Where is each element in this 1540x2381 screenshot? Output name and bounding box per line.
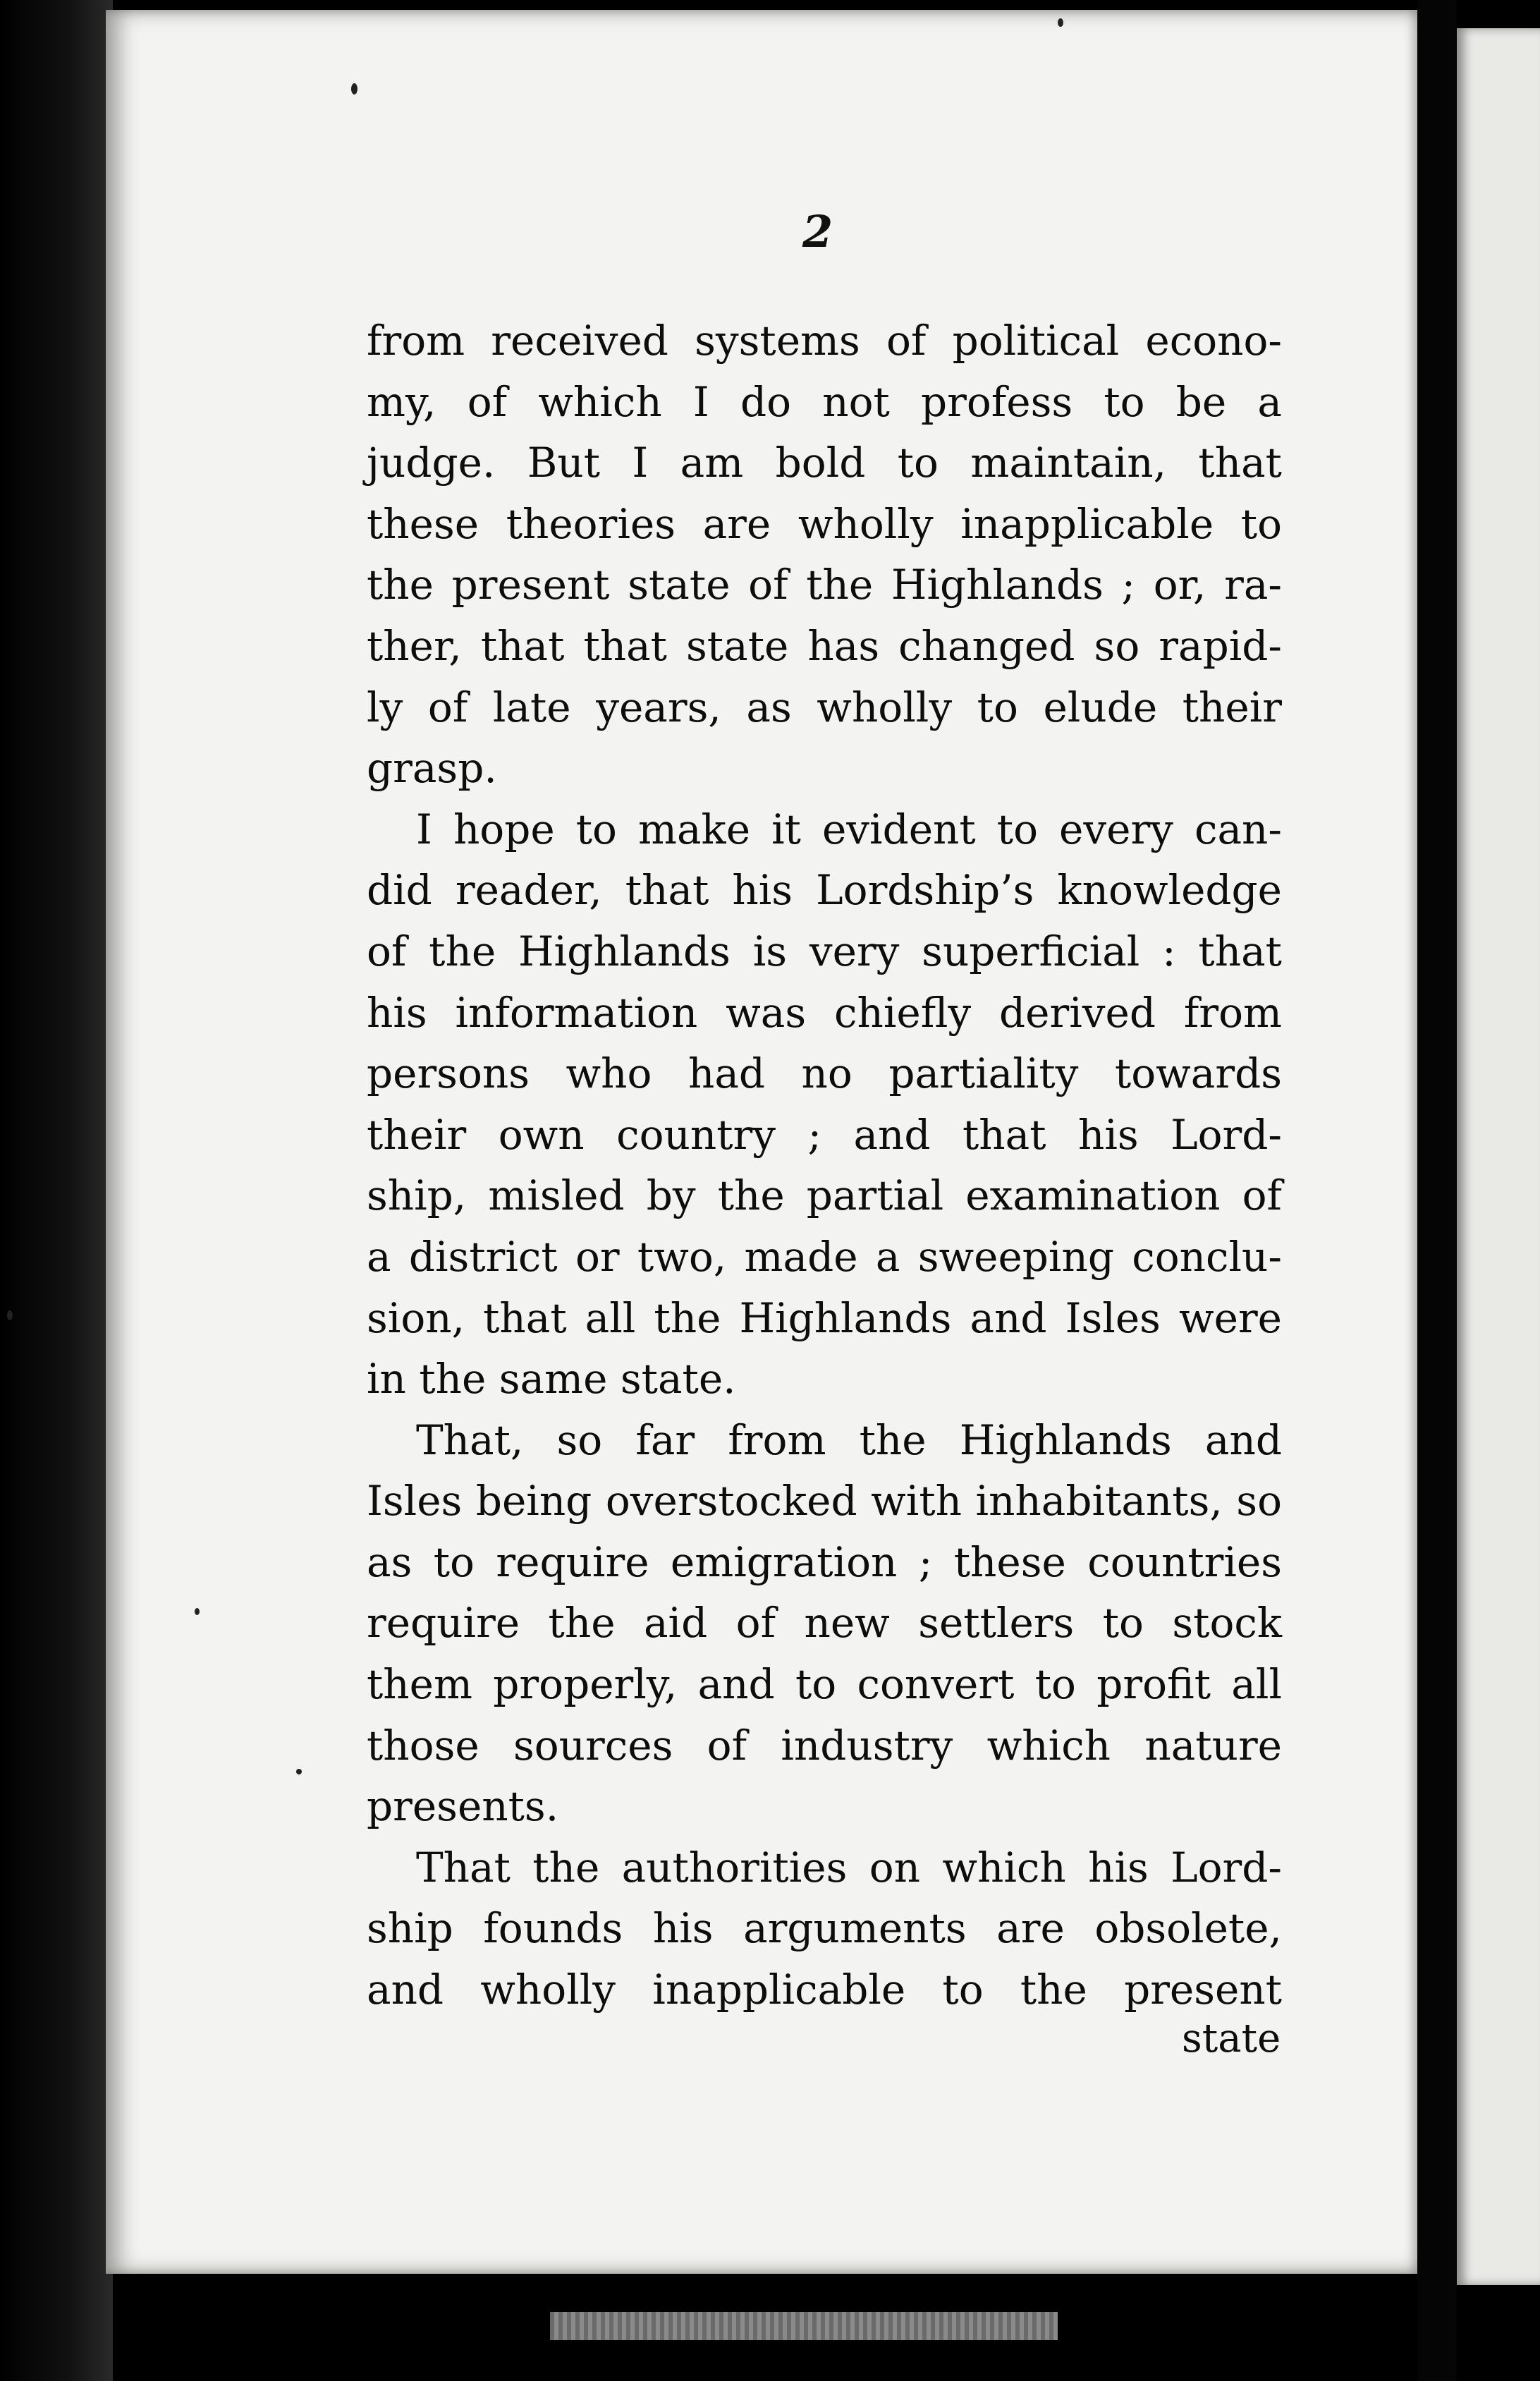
text-line: his information was chiefly derived from xyxy=(367,988,1282,1037)
body-text xyxy=(367,310,1282,2021)
scan-speck xyxy=(351,83,358,95)
facing-page-edge xyxy=(1457,28,1540,2285)
text-line: presents. xyxy=(367,1782,559,1831)
page-gutter xyxy=(1417,0,1457,2381)
text-line: That, so far from the Highlands and xyxy=(416,1415,1282,1464)
text-line: a district or two, made a sweeping conclu- xyxy=(367,1232,1282,1281)
text-line: these theories are wholly inapplicable to xyxy=(367,499,1282,548)
text-line: Isles being overstocked with inhabitants, so xyxy=(367,1477,1282,1526)
scan-speck xyxy=(1058,18,1063,27)
text-line: them properly, and to convert to profit all xyxy=(367,1660,1282,1709)
page-number: 2 xyxy=(802,206,833,257)
text-line: ship, misled by the partial examination of xyxy=(367,1171,1282,1220)
text-line: and wholly inapplicable to the present xyxy=(367,1966,1282,2014)
text-line: grasp. xyxy=(367,744,497,793)
text-line: in the same state. xyxy=(367,1355,736,1403)
text-line: my, of which I do not profess to be a xyxy=(367,377,1282,426)
paragraph xyxy=(367,799,1282,1410)
text-line: the present state of the Highlands ; or, ra- xyxy=(367,561,1282,609)
scan-speck xyxy=(195,1608,200,1615)
scan-speck xyxy=(7,1310,13,1320)
text-line: did reader, that his Lordship’s knowledge xyxy=(367,866,1282,915)
text-line: ship founds his arguments are obsolete, xyxy=(367,1904,1282,1953)
text-line: sion, that all the Highlands and Isles were xyxy=(367,1293,1282,1342)
text-line: require the aid of new settlers to stock xyxy=(367,1599,1282,1648)
binding-edge xyxy=(0,0,113,2381)
text-line: judge. But I am bold to maintain, that xyxy=(367,439,1282,487)
text-line: ther, that that state has changed so rapid- xyxy=(367,621,1282,670)
text-line: I hope to make it evident to every can- xyxy=(416,805,1282,853)
catchword: state xyxy=(1182,2016,1281,2062)
text-line: That the authorities on which his Lord- xyxy=(416,1843,1282,1892)
text-line: from received systems of political econo- xyxy=(367,317,1282,365)
text-line: ly of late years, as wholly to elude their xyxy=(367,683,1282,731)
scan-speck xyxy=(296,1769,302,1774)
text-line: of the Highlands is very superficial : that xyxy=(367,927,1282,975)
text-line: persons who had no partiality towards xyxy=(367,1049,1282,1098)
scanner-strip xyxy=(550,2312,1058,2340)
paragraph xyxy=(367,1837,1282,2021)
text-line: as to require emigration ; these countries xyxy=(367,1537,1282,1586)
text-line: their own country ; and that his Lord- xyxy=(367,1110,1282,1159)
paragraph xyxy=(367,1410,1282,1837)
paragraph xyxy=(367,310,1282,799)
text-line: those sources of industry which nature xyxy=(367,1721,1282,1770)
